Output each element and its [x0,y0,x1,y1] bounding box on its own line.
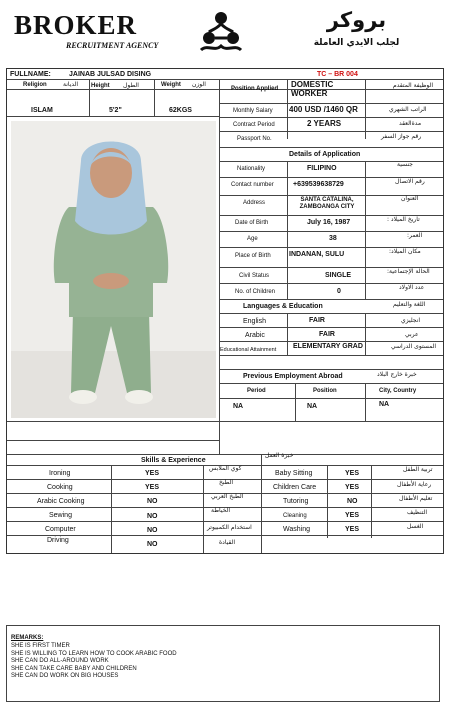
english-label-arabic: انجليزي [401,317,421,324]
children-value: 0 [337,288,341,295]
salary-label-arabic: الراتب الشهري [389,106,427,113]
skill-computer-label: Computer [45,526,76,533]
height-label-arabic: الطول [123,82,139,89]
skill-cleaning-label: Cleaning [283,513,307,519]
age-label: Age [247,236,258,242]
country-header: City, Country [379,388,417,394]
skill-washing-arabic: الغسل [407,523,424,530]
agency-logo-icon [193,8,249,56]
salary-label: Monthly Salary [233,108,273,114]
fullname-label: FULLNAME: [10,71,51,78]
skill-arabic-cooking-label: Arabic Cooking [37,498,85,505]
skill-sewing-label: Sewing [49,512,72,519]
skill-cooking-arabic: الطبخ [219,479,234,486]
address-value: SANTA CATALINA, ZAMBOANGA CITY [299,197,355,211]
skill-ironing-arabic: كوي الملابس [209,465,242,472]
skill-childcare-arabic: رعاية الأطفال [397,481,432,488]
salary-value: 400 USD /1460 QR [289,105,358,114]
address-label: Address [243,200,266,206]
languages-title: Languages & Education [243,303,323,310]
skill-childcare-label: Children Care [273,484,317,491]
arabic-label-arabic: عربي [405,331,419,338]
agency-tagline-arabic: لجلب الايدي العاملة [313,38,400,48]
civil-status-label-arabic: الحالة الإجتماعية: [387,268,430,275]
skill-tutoring-arabic: تعليم الأطفال [399,495,433,502]
dob-value: July 16, 1987 [307,219,351,226]
skill-babysitting-value: YES [345,470,360,477]
skill-washing-label: Washing [283,526,310,533]
education-label-arabic: المستوى الدراسي [391,343,437,350]
employment-title: Previous Employment Abroad [243,373,343,380]
position-header: Position [313,388,337,394]
position-value: DOMESTIC WORKER [291,80,334,98]
skill-computer-value: NO [147,527,158,534]
skill-sewing-arabic: الخياطة [211,507,230,514]
contract-label: Contract Period [233,122,275,128]
applicant-portrait-icon [11,121,216,418]
contract-value: 2 YEARS [307,119,342,128]
address-label-arabic: العنوان [401,195,419,202]
skill-arabic-cooking-value: NO [147,498,158,505]
agency-header [0,0,453,64]
age-value: 38 [329,235,337,242]
civil-status-value: SINGLE [325,272,352,279]
skill-cleaning-arabic: التنظيف [407,509,428,516]
height-label: Height [91,83,110,89]
skill-washing-value: YES [345,526,360,533]
skill-childcare-value: YES [345,484,360,491]
dob-label-arabic: تاريخ الميلاد : [387,216,420,223]
weight-value: 62KGS [169,107,192,114]
details-title: Details of Application [289,151,361,158]
skill-ironing-value: YES [145,470,160,477]
period-header: Period [247,388,266,394]
religion-label-arabic: الديانة [63,81,79,88]
skill-driving-arabic: القيادة [219,539,235,546]
skill-babysitting-arabic: تربية الطفل [403,466,433,473]
skill-cooking-value: YES [145,484,160,491]
nationality-label: Nationality [237,166,266,172]
position-label: Position Applied [231,86,279,92]
contact-label: Contact number [231,182,274,188]
contact-label-arabic: رقم الاتصال [395,178,425,185]
height-value: 5'2" [109,107,122,114]
skill-tutoring-label: Tutoring [283,498,309,505]
application-sheet [6,68,444,554]
country-value: NA [379,401,390,408]
pob-label: Place of Birth [235,253,271,259]
prev-position-value: NA [307,403,318,410]
skill-driving-value: NO [147,541,158,548]
agency-brand-arabic: بروكر [326,8,387,32]
pob-label-arabic: مكان الميلاد: [389,248,421,255]
period-value: NA [233,403,244,410]
skill-tutoring-value: NO [347,498,358,505]
skills-title: Skills & Experience [141,457,206,464]
agency-brand: BROKER [14,10,138,40]
skill-computer-arabic: استخدام الكمبيوتر [207,524,252,531]
applicant-photo [11,121,216,418]
reference-code: TC – BR 004 [317,71,358,78]
english-value: FAIR [309,317,325,324]
skill-cooking-label: Cooking [47,484,73,491]
position-label-arabic: الوظيفة المتقدم [393,82,434,89]
passport-label-arabic: رقم جواز السفر [381,133,422,140]
education-value: ELEMENTARY GRAD [293,343,363,350]
skill-sewing-value: NO [147,513,158,520]
arabic-label: Arabic [245,332,265,339]
employment-title-arabic: خبرة خارج البلاد [377,371,417,378]
children-label-arabic: عدد الاولاد [399,284,425,291]
skills-title-arabic: خبرة العمل [265,452,294,459]
remark-line: SHE CAN DO ALL-AROUND WORK [11,658,109,664]
skill-babysitting-label: Baby Sitting [275,470,313,477]
age-label-arabic: العمر: [407,232,423,239]
weight-label: Weight [161,82,181,88]
weight-label-arabic: الوزن [192,81,206,88]
religion-value: ISLAM [31,107,53,114]
remarks-title: REMARKS: [11,635,44,641]
remark-line: SHE CAN TAKE CARE BABY AND CHILDREN [11,665,137,672]
remark-line: SHE IS FIRST TIMER [11,643,70,649]
remark-line: SHE CAN DO WORK ON BIG HOUSES [11,673,119,679]
remarks-box [6,625,440,702]
civil-status-label: Civil Status [239,273,270,279]
dob-label: Date of Birth [235,220,269,226]
skill-cleaning-value: YES [345,512,360,519]
skill-driving-label: Driving [47,537,69,544]
pob-value: INDANAN, SULU [289,251,345,258]
contract-label-arabic: مدةالعقد [399,120,422,127]
skill-arabic-cooking-arabic: الطبخ العربي [211,493,244,500]
arabic-value: FAIR [319,331,335,338]
education-label: Educational Attainment [220,347,277,353]
nationality-value: FILIPINO [307,165,337,172]
fullname-value: JAINAB JULSAD DISING [69,71,152,78]
children-label: No. of Children [235,289,276,295]
contact-value: +639539638729 [293,181,344,188]
remark-line: SHE IS WILLING TO LEARN HOW TO COOK ARABIC FOOD [11,650,177,657]
nationality-label-arabic: جنسية [397,161,413,168]
skill-ironing-label: Ironing [49,470,71,477]
passport-label: Passport No. [237,136,272,142]
religion-label: Religion [23,82,47,88]
english-label: English [243,318,266,325]
languages-title-arabic: اللغة والتعليم [393,301,426,308]
agency-tagline: RECRUITMENT AGENCY [66,41,159,50]
